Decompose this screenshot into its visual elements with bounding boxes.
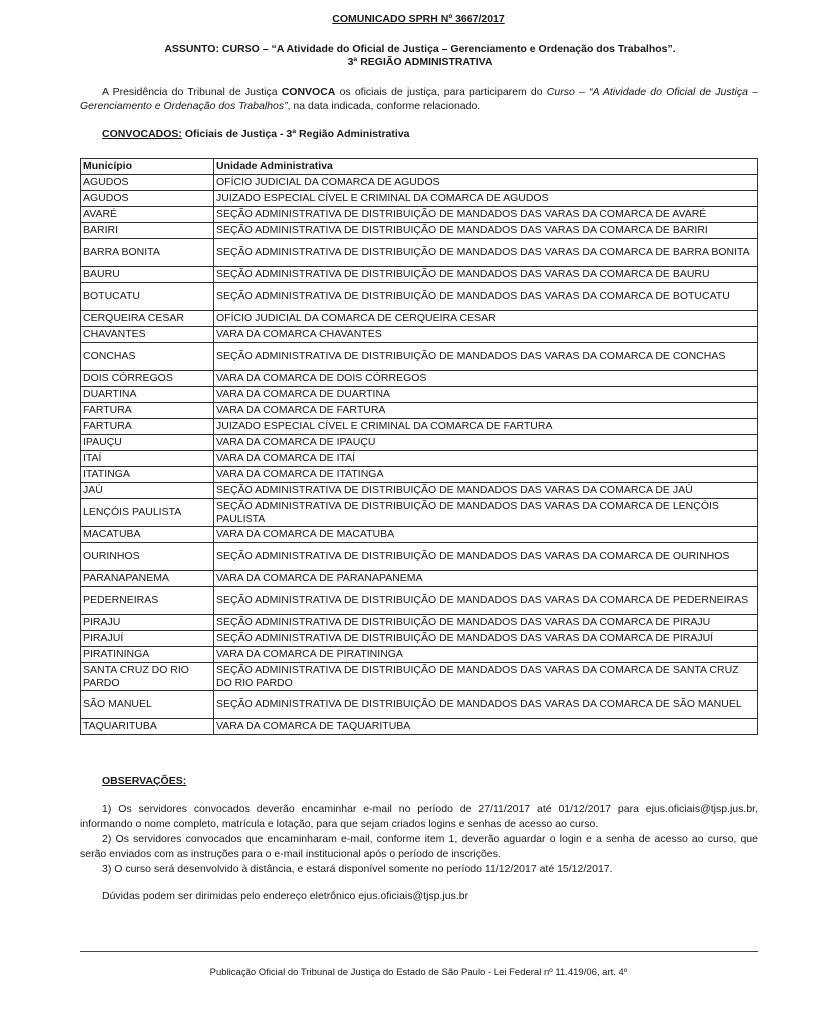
cell-municipio: ITATINGA — [81, 467, 214, 483]
cell-municipio: BARRA BONITA — [81, 239, 214, 267]
cell-unidade: SEÇÃO ADMINISTRATIVA DE DISTRIBUIÇÃO DE MANDADOS DAS VARAS DA COMARCA DE AVARÉ — [214, 207, 758, 223]
cell-unidade: SEÇÃO ADMINISTRATIVA DE DISTRIBUIÇÃO DE MANDADOS DAS VARAS DA COMARCA DE BOTUCATU — [214, 283, 758, 311]
table-row — [81, 419, 758, 435]
table-row — [81, 267, 758, 283]
cell-municipio: PIRAJU — [81, 615, 214, 631]
cell-municipio: AVARÉ — [81, 207, 214, 223]
cell-unidade: SEÇÃO ADMINISTRATIVA DE DISTRIBUIÇÃO DE MANDADOS DAS VARAS DA COMARCA DE JAÚ — [214, 483, 758, 499]
region-line: 3ª REGIÃO ADMINISTRATIVA — [347, 56, 493, 68]
observation-item: 2) Os servidores convocados que encaminharam e-mail, conforme item 1, deverão aguardar o login e a senha de acesso ao curso, que serão enviados com as instruções para o e-mail institucional após o período de inscrições. — [80, 833, 758, 860]
cell-unidade: SEÇÃO ADMINISTRATIVA DE DISTRIBUIÇÃO DE MANDADOS DAS VARAS DA COMARCA DE BARIRI — [214, 223, 758, 239]
cell-municipio: SANTA CRUZ DO RIO PARDO — [81, 663, 214, 691]
cell-municipio: CERQUEIRA CESAR — [81, 311, 214, 327]
cell-unidade: VARA DA COMARCA CHAVANTES — [214, 327, 758, 343]
cell-municipio: PIRATININGA — [81, 647, 214, 663]
convocados-label: CONVOCADOS: — [102, 128, 182, 140]
intro-course-name: Curso – “A Atividade do Oficial de Justiça – Gerenciamento e Ordenação dos Trabalhos” — [80, 86, 758, 112]
footer-text: Publicação Oficial do Tribunal de Justiça do Estado de São Paulo - Lei Federal nº 11.419/06, art. 4º — [209, 967, 628, 978]
observations-list — [80, 802, 758, 877]
cell-municipio: PEDERNEIRAS — [81, 587, 214, 615]
table-row — [81, 343, 758, 371]
cell-unidade: SEÇÃO ADMINISTRATIVA DE DISTRIBUIÇÃO DE MANDADOS DAS VARAS DA COMARCA DE SÃO MANUEL — [214, 691, 758, 719]
table-row — [81, 719, 758, 735]
cell-municipio: AGUDOS — [81, 191, 214, 207]
cell-unidade: VARA DA COMARCA DE IPAUÇU — [214, 435, 758, 451]
cell-unidade: VARA DA COMARCA DE FARTURA — [214, 403, 758, 419]
document-title: COMUNICADO SPRH Nº 3667/2017 — [332, 13, 505, 25]
cell-unidade: VARA DA COMARCA DE DOIS CÓRREGOS — [214, 371, 758, 387]
intro-text: os oficiais de justiça, para participarem do — [335, 86, 547, 98]
cell-municipio: SÃO MANUEL — [81, 691, 214, 719]
cell-municipio: AGUDOS — [81, 175, 214, 191]
cell-unidade: VARA DA COMARCA DE MACATUBA — [214, 527, 758, 543]
intro-bold: CONVOCA — [281, 86, 336, 98]
table-row — [81, 311, 758, 327]
cell-unidade: SEÇÃO ADMINISTRATIVA DE DISTRIBUIÇÃO DE MANDADOS DAS VARAS DA COMARCA DE BAURU — [214, 267, 758, 283]
cell-unidade: JUIZADO ESPECIAL CÍVEL E CRIMINAL DA COMARCA DE FARTURA — [214, 419, 758, 435]
cell-municipio: PARANAPANEMA — [81, 571, 214, 587]
cell-unidade: VARA DA COMARCA DE PIRATININGA — [214, 647, 758, 663]
convocados-heading — [102, 128, 410, 140]
cell-unidade: SEÇÃO ADMINISTRATIVA DE DISTRIBUIÇÃO DE MANDADOS DAS VARAS DA COMARCA DE SANTA CRUZ DO RIO PARDO — [214, 663, 758, 691]
cell-municipio: FARTURA — [81, 419, 214, 435]
column-header-municipio: Município — [81, 159, 214, 175]
cell-unidade: JUIZADO ESPECIAL CÍVEL E CRIMINAL DA COMARCA DE AGUDOS — [214, 191, 758, 207]
cell-unidade: SEÇÃO ADMINISTRATIVA DE DISTRIBUIÇÃO DE MANDADOS DAS VARAS DA COMARCA DE PIRAJU — [214, 615, 758, 631]
table-row — [81, 571, 758, 587]
observations-title: OBSERVAÇÕES: — [102, 775, 187, 787]
cell-municipio: PIRAJUÍ — [81, 631, 214, 647]
cell-unidade: SEÇÃO ADMINISTRATIVA DE DISTRIBUIÇÃO DE MANDADOS DAS VARAS DA COMARCA DE BARRA BONITA — [214, 239, 758, 267]
cell-unidade: VARA DA COMARCA DE PARANAPANEMA — [214, 571, 758, 587]
cell-municipio: BAURU — [81, 267, 214, 283]
table-row — [81, 587, 758, 615]
cell-municipio: IPAUÇU — [81, 435, 214, 451]
intro-text: , na data indicada, conforme relacionado. — [287, 100, 481, 112]
table-row — [81, 435, 758, 451]
table-row — [81, 615, 758, 631]
table-row — [81, 371, 758, 387]
table-row — [81, 191, 758, 207]
cell-unidade: SEÇÃO ADMINISTRATIVA DE DISTRIBUIÇÃO DE MANDADOS DAS VARAS DA COMARCA DE OURINHOS — [214, 543, 758, 571]
table-row — [81, 499, 758, 527]
table-row — [81, 527, 758, 543]
convocados-table — [80, 158, 758, 735]
table-row — [81, 483, 758, 499]
cell-municipio: DUARTINA — [81, 387, 214, 403]
table-row — [81, 451, 758, 467]
table-row — [81, 691, 758, 719]
cell-unidade: SEÇÃO ADMINISTRATIVA DE DISTRIBUIÇÃO DE MANDADOS DAS VARAS DA COMARCA DE PEDERNEIRAS — [214, 587, 758, 615]
cell-municipio: CHAVANTES — [81, 327, 214, 343]
footer-divider — [80, 951, 758, 952]
cell-municipio: CONCHAS — [81, 343, 214, 371]
table-row — [81, 663, 758, 691]
cell-unidade: VARA DA COMARCA DE ITATINGA — [214, 467, 758, 483]
intro-text: A Presidência do Tribunal de Justiça — [102, 86, 282, 98]
table-row — [81, 239, 758, 267]
table-row — [81, 207, 758, 223]
cell-unidade: VARA DA COMARCA DE ITAÍ — [214, 451, 758, 467]
table-row — [81, 647, 758, 663]
cell-unidade: VARA DA COMARCA DE TAQUARITUBA — [214, 719, 758, 735]
document-subject — [80, 43, 760, 69]
cell-municipio: FARTURA — [81, 403, 214, 419]
cell-municipio: LENÇÓIS PAULISTA — [81, 499, 214, 527]
cell-municipio: TAQUARITUBA — [81, 719, 214, 735]
table-row — [81, 387, 758, 403]
column-header-unidade: Unidade Administrativa — [214, 159, 758, 175]
intro-paragraph — [80, 85, 758, 113]
cell-unidade: OFÍCIO JUDICIAL DA COMARCA DE CERQUEIRA CESAR — [214, 311, 758, 327]
table-row — [81, 175, 758, 191]
cell-municipio: BOTUCATU — [81, 283, 214, 311]
cell-municipio: DOIS CÓRREGOS — [81, 371, 214, 387]
doubts-text: Dúvidas podem ser dirimidas pelo endereço eletrônico ejus.oficiais@tjsp.jus.br — [102, 890, 469, 902]
table-row — [81, 631, 758, 647]
observation-item: 1) Os servidores convocados deverão encaminhar e-mail no período de 27/11/2017 até 01/12/2017 para ejus.oficiais@tjsp.jus.br, informando o nome completo, matrícula e lotação, para que sejam criados logins e senhas de acesso ao curso. — [80, 803, 758, 830]
cell-unidade: SEÇÃO ADMINISTRATIVA DE DISTRIBUIÇÃO DE MANDADOS DAS VARAS DA COMARCA DE LENÇÓIS PAULISTA — [214, 499, 758, 527]
cell-unidade: SEÇÃO ADMINISTRATIVA DE DISTRIBUIÇÃO DE MANDADOS DAS VARAS DA COMARCA DE PIRAJUÍ — [214, 631, 758, 647]
cell-unidade: SEÇÃO ADMINISTRATIVA DE DISTRIBUIÇÃO DE MANDADOS DAS VARAS DA COMARCA DE CONCHAS — [214, 343, 758, 371]
cell-municipio: ITAÍ — [81, 451, 214, 467]
cell-municipio: BARIRI — [81, 223, 214, 239]
subject-line: ASSUNTO: CURSO – “A Atividade do Oficial de Justiça – Gerenciamento e Ordenação dos Trabalhos”. — [164, 43, 676, 55]
table-row — [81, 327, 758, 343]
cell-unidade: VARA DA COMARCA DE DUARTINA — [214, 387, 758, 403]
table-row — [81, 467, 758, 483]
table-row — [81, 283, 758, 311]
observation-item: 3) O curso será desenvolvido à distância, e estará disponível somente no período 11/12/2017 até 15/12/2017. — [102, 863, 613, 875]
table-row — [81, 543, 758, 571]
cell-municipio: OURINHOS — [81, 543, 214, 571]
table-row — [81, 403, 758, 419]
table-row — [81, 223, 758, 239]
table-body — [81, 175, 758, 735]
cell-unidade: OFÍCIO JUDICIAL DA COMARCA DE AGUDOS — [214, 175, 758, 191]
convocados-text: Oficiais de Justiça - 3ª Região Administrativa — [181, 128, 410, 140]
cell-municipio: MACATUBA — [81, 527, 214, 543]
cell-municipio: JAÚ — [81, 483, 214, 499]
